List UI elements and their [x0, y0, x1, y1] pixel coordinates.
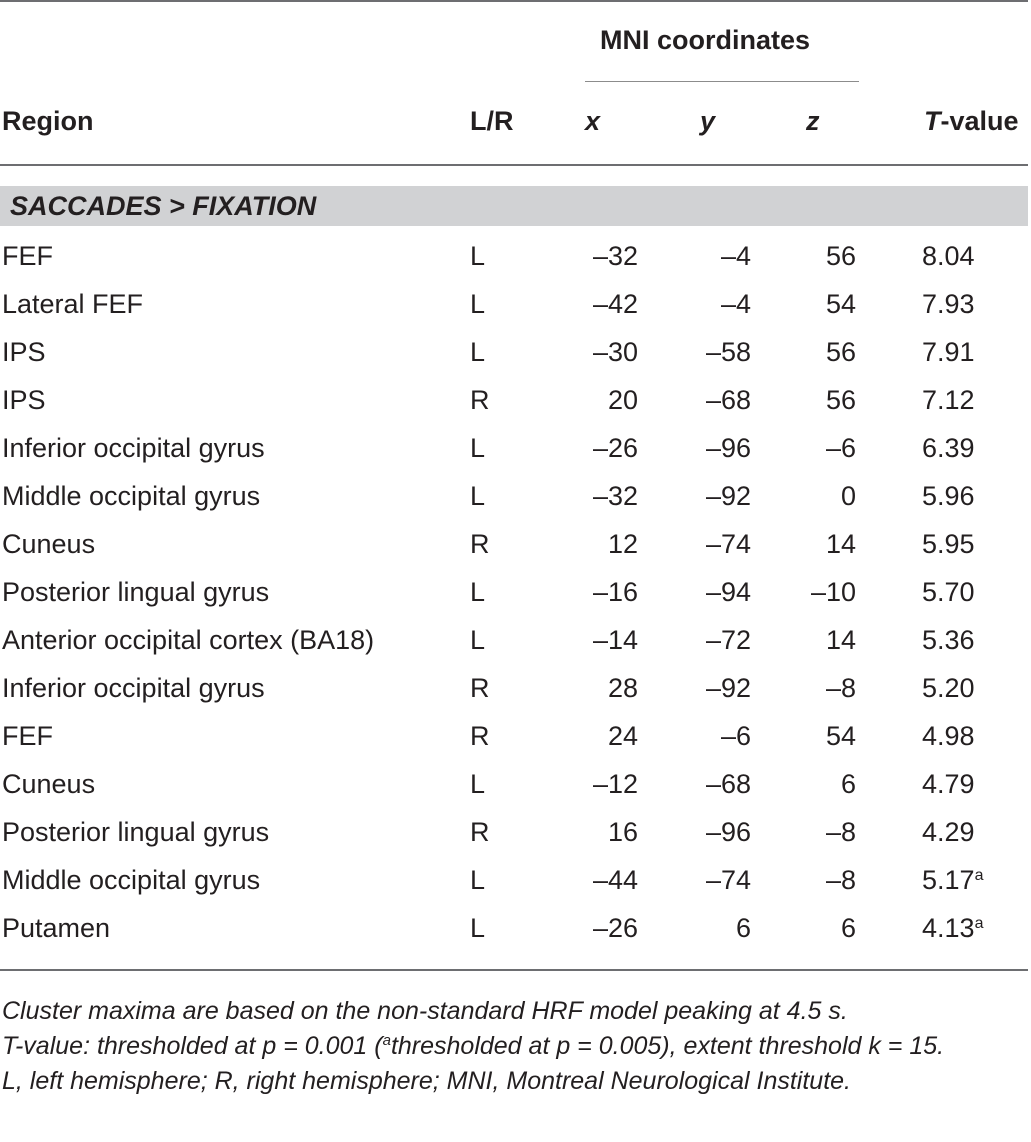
region-cell: Anterior occipital cortex (BA18): [2, 625, 375, 655]
z-cell: –8: [825, 817, 856, 847]
table-row: [0, 904, 1031, 952]
t-value-number: 5.95: [922, 529, 975, 559]
t-value-number: 5.70: [922, 577, 975, 607]
region-cell: FEF: [2, 721, 53, 751]
z-column-header: z: [806, 106, 820, 136]
x-cell: –32: [592, 481, 638, 511]
t-value-number: 5.20: [922, 673, 975, 703]
t-value-number: 5.17: [922, 865, 975, 895]
table-body: [0, 232, 1031, 952]
y-cell: –74: [705, 865, 751, 895]
z-cell: –6: [825, 433, 856, 463]
z-cell: –10: [810, 577, 856, 607]
hemisphere-cell: R: [470, 673, 490, 703]
t-value-cell: [922, 328, 975, 376]
t-value-column-header: [924, 105, 1019, 137]
t-value-footnote-marker: a: [974, 915, 984, 932]
hemisphere-cell: R: [470, 385, 490, 415]
z-cell: 56: [825, 385, 856, 415]
table-row: [0, 664, 1031, 712]
y-cell: –4: [720, 289, 751, 319]
region-cell: Lateral FEF: [2, 289, 144, 319]
y-cell: –72: [705, 625, 751, 655]
z-cell: 6: [840, 913, 856, 943]
t-value-cell: [922, 616, 975, 664]
t-value-footnote-marker: a: [974, 867, 984, 884]
y-cell: –74: [705, 529, 751, 559]
region-cell: Inferior occipital gyrus: [2, 673, 265, 703]
hemisphere-column-header: L/R: [470, 106, 514, 136]
table-row: [0, 568, 1031, 616]
hemisphere-cell: L: [470, 913, 486, 943]
hemisphere-cell: R: [470, 817, 490, 847]
t-value-cell: [922, 280, 975, 328]
region-cell: Posterior lingual gyrus: [2, 817, 270, 847]
x-cell: –26: [592, 913, 638, 943]
t-value-cell: [922, 424, 975, 472]
y-cell: –68: [705, 769, 751, 799]
region-cell: Inferior occipital gyrus: [2, 433, 265, 463]
t-value-number: 7.93: [922, 289, 975, 319]
hemisphere-cell: L: [470, 337, 486, 367]
footnote-line-3: L, left hemisphere; R, right hemisphere; MNI, Montreal Neurological Institute.: [2, 1067, 851, 1095]
hemisphere-cell: R: [470, 721, 490, 751]
x-cell: –16: [592, 577, 638, 607]
x-cell: –44: [592, 865, 638, 895]
t-value-number: 5.96: [922, 481, 975, 511]
x-cell: 24: [607, 721, 638, 751]
region-cell: Putamen: [2, 913, 111, 943]
top-rule: [0, 0, 1028, 2]
x-cell: –30: [592, 337, 638, 367]
z-cell: 0: [840, 481, 856, 511]
x-cell: –32: [592, 241, 638, 271]
region-cell: IPS: [2, 337, 46, 367]
region-column-header: Region: [2, 106, 94, 136]
t-value-header-italic: T: [924, 106, 941, 136]
bottom-rule: [0, 969, 1028, 971]
hemisphere-cell: L: [470, 625, 486, 655]
table-row: [0, 280, 1031, 328]
hemisphere-cell: L: [470, 769, 486, 799]
header-rule: [0, 164, 1028, 166]
t-value-cell: [922, 472, 975, 520]
mni-coordinates-header: MNI coordinates: [600, 25, 811, 55]
t-value-number: 4.29: [922, 817, 975, 847]
z-cell: –8: [825, 865, 856, 895]
t-value-number: 4.79: [922, 769, 975, 799]
x-cell: 20: [607, 385, 638, 415]
x-cell: 28: [607, 673, 638, 703]
z-cell: 14: [825, 625, 856, 655]
z-cell: 54: [825, 721, 856, 751]
x-cell: 16: [607, 817, 638, 847]
y-cell: –6: [720, 721, 751, 751]
table-row: [0, 376, 1031, 424]
t-value-cell: [922, 760, 975, 808]
table-row: [0, 328, 1031, 376]
region-cell: Cuneus: [2, 529, 96, 559]
y-cell: 6: [735, 913, 751, 943]
y-cell: –96: [705, 817, 751, 847]
hemisphere-cell: L: [470, 865, 486, 895]
t-value-number: 7.91: [922, 337, 975, 367]
mni-coordinates-rule: [585, 81, 859, 82]
z-cell: 54: [825, 289, 856, 319]
x-cell: 12: [607, 529, 638, 559]
z-cell: 6: [840, 769, 856, 799]
t-value-cell: [922, 712, 975, 760]
y-cell: –92: [705, 673, 751, 703]
t-value-header-rest: -value: [940, 106, 1019, 136]
table-row: [0, 856, 1031, 904]
t-value-cell: [922, 904, 983, 952]
t-value-number: 7.12: [922, 385, 975, 415]
t-value-number: 4.98: [922, 721, 975, 751]
x-cell: –26: [592, 433, 638, 463]
t-value-cell: [922, 520, 975, 568]
z-cell: 14: [825, 529, 856, 559]
t-value-number: 4.13: [922, 913, 975, 943]
t-value-cell: [922, 856, 983, 904]
footnote-marker: a: [382, 1032, 391, 1049]
z-cell: –8: [825, 673, 856, 703]
t-value-number: 5.36: [922, 625, 975, 655]
region-cell: FEF: [2, 241, 53, 271]
t-value-cell: [922, 808, 975, 856]
table-row: [0, 424, 1031, 472]
hemisphere-cell: L: [470, 241, 486, 271]
table-row: [0, 760, 1031, 808]
x-cell: –42: [592, 289, 638, 319]
section-label: SACCADES > FIXATION: [10, 191, 317, 221]
t-value-cell: [922, 376, 975, 424]
t-value-cell: [922, 232, 975, 280]
footnote-line-2: [2, 1029, 1030, 1064]
y-column-header: y: [700, 106, 716, 136]
hemisphere-cell: L: [470, 289, 486, 319]
region-cell: Middle occipital gyrus: [2, 481, 261, 511]
footnote-line-2-before: T-value: thresholded at p = 0.001 (: [2, 1032, 383, 1060]
x-column-header: x: [585, 106, 601, 136]
t-value-cell: [922, 664, 975, 712]
table-footnotes: [2, 994, 1030, 1099]
hemisphere-cell: L: [470, 433, 486, 463]
section-header: [0, 186, 1028, 226]
y-cell: –92: [705, 481, 751, 511]
table-row: [0, 712, 1031, 760]
t-value-number: 6.39: [922, 433, 975, 463]
table-row: [0, 232, 1031, 280]
region-cell: Middle occipital gyrus: [2, 865, 261, 895]
footnote-line-1: Cluster maxima are based on the non-standard HRF model peaking at 4.5 s.: [2, 997, 848, 1025]
region-cell: IPS: [2, 385, 46, 415]
z-cell: 56: [825, 337, 856, 367]
y-cell: –4: [720, 241, 751, 271]
y-cell: –94: [705, 577, 751, 607]
z-cell: 56: [825, 241, 856, 271]
t-value-number: 8.04: [922, 241, 975, 271]
y-cell: –58: [705, 337, 751, 367]
region-cell: Posterior lingual gyrus: [2, 577, 270, 607]
y-cell: –96: [705, 433, 751, 463]
region-cell: Cuneus: [2, 769, 96, 799]
table-row: [0, 808, 1031, 856]
x-cell: –12: [592, 769, 638, 799]
x-cell: –14: [592, 625, 638, 655]
table-row: [0, 472, 1031, 520]
hemisphere-cell: L: [470, 481, 486, 511]
t-value-cell: [922, 568, 975, 616]
footnote-line-2-after: thresholded at p = 0.005), extent threshold k = 15.: [390, 1032, 945, 1060]
hemisphere-cell: R: [470, 529, 490, 559]
table-row: [0, 520, 1031, 568]
hemisphere-cell: L: [470, 577, 486, 607]
y-cell: –68: [705, 385, 751, 415]
table-row: [0, 616, 1031, 664]
